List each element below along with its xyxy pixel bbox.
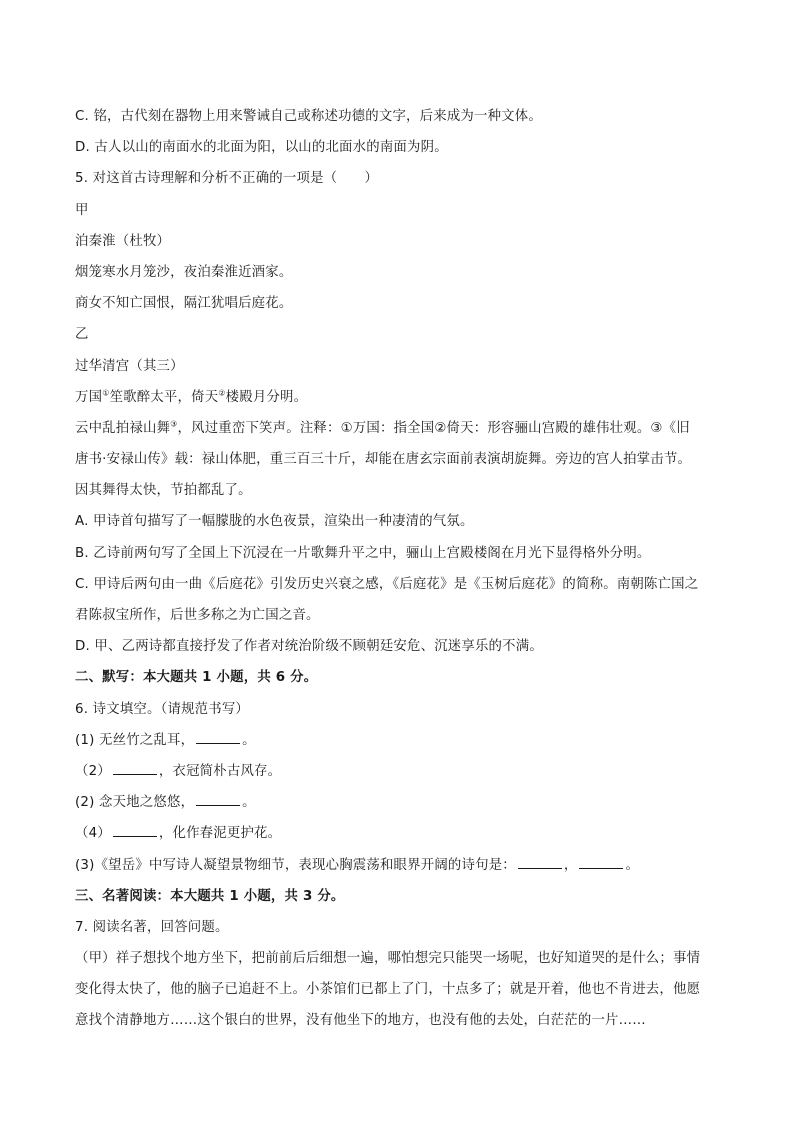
poem-b-line-2-text-a: 云中乱拍禄山舞: [75, 420, 171, 436]
option-d-line: D. 古人以山的南面水的北面为阳，以山的北面水的南面为阴。: [75, 140, 448, 156]
fill-item-4-text: （4）: [75, 826, 111, 842]
poem-a-label: 甲: [75, 202, 89, 218]
fill-item-4: [75, 818, 725, 849]
poem-a-title: 泊秦淮（杜牧）: [75, 233, 171, 249]
section-3-prefix: 三、名著阅读：: [75, 888, 171, 904]
fill-item-2-text: （2）: [75, 763, 111, 779]
fill-item-5-end: 。: [625, 857, 640, 873]
poem-b-title: 过华清宫（其三）: [75, 358, 184, 374]
poem-b-label: 乙: [75, 327, 89, 343]
fill-item-5: [75, 850, 725, 881]
fill-item-2: [75, 756, 725, 787]
answer-blank-1[interactable]: [196, 729, 240, 744]
poem-b-line-2-text-b: ，风过重峦下笑声。注释：①万国：指全国②倚天：形容骊山宫殿的雄伟壮观。③《旧: [177, 420, 690, 436]
passage-line-2: 变化得太快了，他的脑子已追赶不上。小茶馆们已都上了门，十点多了；就是开着，他也不肯进去，他愿: [75, 982, 701, 998]
fill-item-3-text: (2) 念天地之悠悠，: [75, 795, 195, 811]
question-6-title: 6. 诗文填空。（请规范书写）: [75, 701, 250, 717]
document-content: [75, 101, 725, 1037]
option-c-line: C. 铭，古代刻在器物上用来警诫自己或称述功德的文字，后来成为一种文体。: [75, 109, 542, 124]
question-5-title: 5. 对这首古诗理解和分析不正确的一项是（ ）: [75, 171, 379, 187]
poem-b-line-1-text-c: 楼殿月分明。: [225, 389, 308, 405]
option-a-line: A. 甲诗首句描写了一幅朦胧的水色夜景，渲染出一种凄清的气氛。: [75, 514, 474, 530]
fill-item-1-text: (1) 无丝竹之乱耳，: [75, 732, 195, 748]
footnote-marker-1: ①: [102, 388, 110, 398]
poem-b-line-1: [75, 382, 725, 413]
footnote-marker-3: ③: [170, 419, 178, 429]
fill-item-3: [75, 787, 725, 818]
section-2-heading: [75, 662, 725, 693]
poem-b-line-1-text-a: 万国: [75, 389, 103, 405]
section-2-desc: 本大题共 1 小题，共 6 分。: [142, 670, 318, 686]
section-3-heading: [75, 881, 725, 912]
annotation-line-2: 因其舞得太快，节拍都乱了。: [75, 483, 252, 499]
passage-line-3: 意找个清静地方……这个银白的世界，没有他坐下的地方，也没有他的去处，白茫茫的一片……: [75, 1013, 646, 1029]
answer-blank-3[interactable]: [196, 791, 240, 806]
poem-b-line-1-text-b: 笙歌醉太平，倚天: [109, 389, 219, 405]
fill-item-5-text: (3)《望岳》中写诗人凝望景物细节，表现心胸震荡和眼界开阔的诗句是：: [75, 857, 516, 873]
fill-item-2-end: ，衣冠简朴古风存。: [158, 763, 282, 779]
answer-blank-5b[interactable]: [579, 854, 623, 869]
poem-b-line-2: [75, 413, 725, 444]
option-c2-line-2: 君陈叔宝所作，后世多称之为亡国之音。: [75, 608, 320, 623]
fill-item-5-sep: ，: [563, 857, 578, 873]
option-b-line: B. 乙诗前两句写了全国上下沉浸在一片歌舞升平之中，骊山上宫殿楼阁在月光下显得格外分明。: [75, 545, 651, 561]
footnote-marker-2: ②: [218, 388, 226, 398]
passage-line-1: （甲）祥子想找个地方坐下，把前前后后细想一遍，哪怕想完只能哭一场呢，也好知道哭的是什么；事情: [75, 951, 701, 967]
section-2-prefix: 二、默写：: [75, 670, 143, 686]
option-d2-line: D. 甲、乙两诗都直接抒发了作者对统治阶级不顾朝廷安危、沉迷享乐的不满。: [75, 639, 543, 655]
question-7-title: 7. 阅读名著，回答问题。: [75, 919, 229, 935]
fill-item-3-end: 。: [242, 795, 256, 811]
option-c2-line-1: C. 甲诗后两句由一曲《后庭花》引发历史兴衰之感，《后庭花》是《玉树后庭花》的简称。南朝陈亡国之: [75, 576, 699, 592]
section-3-desc: 本大题共 1 小题，共 3 分。: [170, 888, 345, 904]
poem-a-line-2: 商女不知亡国恨，隔江犹唱后庭花。: [75, 296, 293, 312]
poem-a-line-1: 烟笼寒水月笼沙，夜泊秦淮近酒家。: [75, 264, 293, 280]
answer-blank-2[interactable]: [113, 760, 157, 775]
fill-item-1-end: 。: [242, 732, 256, 748]
fill-item-4-end: ，化作春泥更护花。: [158, 826, 282, 842]
annotation-line-1: 唐书·安禄山传》载：禄山体肥，重三百三十斤，却能在唐玄宗面前表演胡旋舞。旁边的宫人拍掌击节。: [75, 452, 692, 468]
answer-blank-4[interactable]: [113, 822, 157, 837]
answer-blank-5a[interactable]: [518, 854, 562, 869]
fill-item-1: [75, 725, 725, 756]
